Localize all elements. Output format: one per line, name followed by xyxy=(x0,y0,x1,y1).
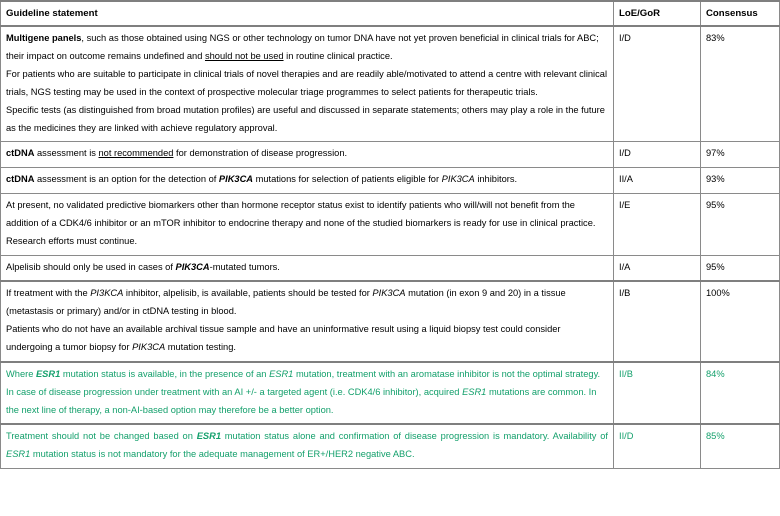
table-row xyxy=(1,362,780,425)
loe-cell: II/B xyxy=(614,362,701,425)
table-row xyxy=(1,281,780,361)
column-header-consensus: Consensus xyxy=(701,1,780,26)
loe-cell: I/A xyxy=(614,255,701,281)
statement-paragraph: Where ESR1 mutation status is available, in the presence of an ESR1 mutation, treatment with an aromatase inhibitor is not the optimal strategy. In case of disease progression under treatment with an AI +/- a targeted agent (i.e. CDK4/6 inhibitor), acquired ESR1 mutations are common. In the next line of therapy, a non-AI-based option may therefore be a better option. xyxy=(6,368,601,415)
statement-cell-pi3kca-testing xyxy=(1,281,614,361)
statement-cell-ctdna-pik3ca-option xyxy=(1,168,614,194)
loe-cell: I/E xyxy=(614,194,701,256)
statement-paragraph: At present, no validated predictive biomarkers other than hormone receptor status exist to identify patients who will/will not benefit from the addition of a CDK4/6 inhibitor or an mTOR inhibitor to endocrine therapy and none of the studied biomarkers is ready for use in clinical practice. Research efforts must continue. xyxy=(6,200,596,246)
statement-cell-multigene-panels xyxy=(1,26,614,142)
statement-cell-ctdna-not-recommended xyxy=(1,142,614,168)
loe-cell: I/D xyxy=(614,142,701,168)
loe-cell: II/D xyxy=(614,424,701,468)
statement-paragraph: If treatment with the PI3KCA inhibitor, alpelisib, is available, patients should be tested for PIK3CA mutation (in exon 9 and 20) in a tissue (metastasis or primary) and/or in ctDNA testing in blood. xyxy=(6,288,566,317)
consensus-cell: 100% xyxy=(701,281,780,361)
statement-paragraph: ctDNA assessment is not recommended for demonstration of disease progression. xyxy=(6,148,348,159)
table-row xyxy=(1,424,780,468)
loe-cell: II/A xyxy=(614,168,701,194)
consensus-cell: 83% xyxy=(701,26,780,142)
column-header-guideline-statement: Guideline statement xyxy=(1,1,614,26)
table-row xyxy=(1,142,780,168)
statement-paragraph: Multigene panels, such as those obtained using NGS or other technology on tumor DNA have not yet proven beneficial in clinical trials for ABC; their impact on outcome remains undefined and should not be used in routine clinical practice. xyxy=(6,33,599,62)
loe-cell: I/D xyxy=(614,26,701,142)
statement-cell-esr1-aromatase-inhibitor xyxy=(1,362,614,425)
consensus-cell: 97% xyxy=(701,142,780,168)
consensus-cell: 93% xyxy=(701,168,780,194)
consensus-cell: 85% xyxy=(701,424,780,468)
consensus-cell: 95% xyxy=(701,194,780,256)
table-row xyxy=(1,194,780,256)
loe-cell: I/B xyxy=(614,281,701,361)
statement-paragraph: Alpelisib should only be used in cases of PIK3CA-mutated tumors. xyxy=(6,261,280,272)
column-header-loe-gor: LoE/GoR xyxy=(614,1,701,26)
statement-paragraph: For patients who are suitable to participate in clinical trials of novel therapies and are readily able/motivated to attend a centre with relevant clinical trials, NGS testing may be used in the context of prospective molecular triage programmes to select patients for therapeutic trials. xyxy=(6,69,608,97)
statement-paragraph: Patients who do not have an available archival tissue sample and have an uninformative result using a liquid biopsy test could consider undergoing a tumor biopsy for PIK3CA mutation testing. xyxy=(6,324,561,352)
table-row xyxy=(1,26,780,142)
statement-cell-esr1-treatment-change xyxy=(1,424,614,468)
table-header xyxy=(1,1,780,26)
table-row xyxy=(1,255,780,281)
statement-cell-alpelisib-pik3ca-mutated xyxy=(1,255,614,281)
statement-paragraph: ctDNA assessment is an option for the detection of PIK3CA mutations for selection of patients eligible for PIK3CA inhibitors. xyxy=(6,174,518,185)
statement-paragraph: Specific tests (as distinguished from broad mutation profiles) are useful and discussed in separate statements; others may play a role in the future as the medicines they are linked with achieve regulatory approval. xyxy=(6,104,605,133)
header-row xyxy=(1,1,780,26)
consensus-cell: 84% xyxy=(701,362,780,425)
statement-paragraph: Treatment should not be changed based on ESR1 mutation status alone and confirmation of disease progression is mandatory. Availability of ESR1 mutation status is not mandatory for the adequate management of ER+/HER2 negative ABC. xyxy=(6,431,608,460)
statement-cell-no-validated-biomarkers xyxy=(1,194,614,256)
consensus-cell: 95% xyxy=(701,255,780,281)
table-body xyxy=(1,26,780,468)
table-row xyxy=(1,168,780,194)
